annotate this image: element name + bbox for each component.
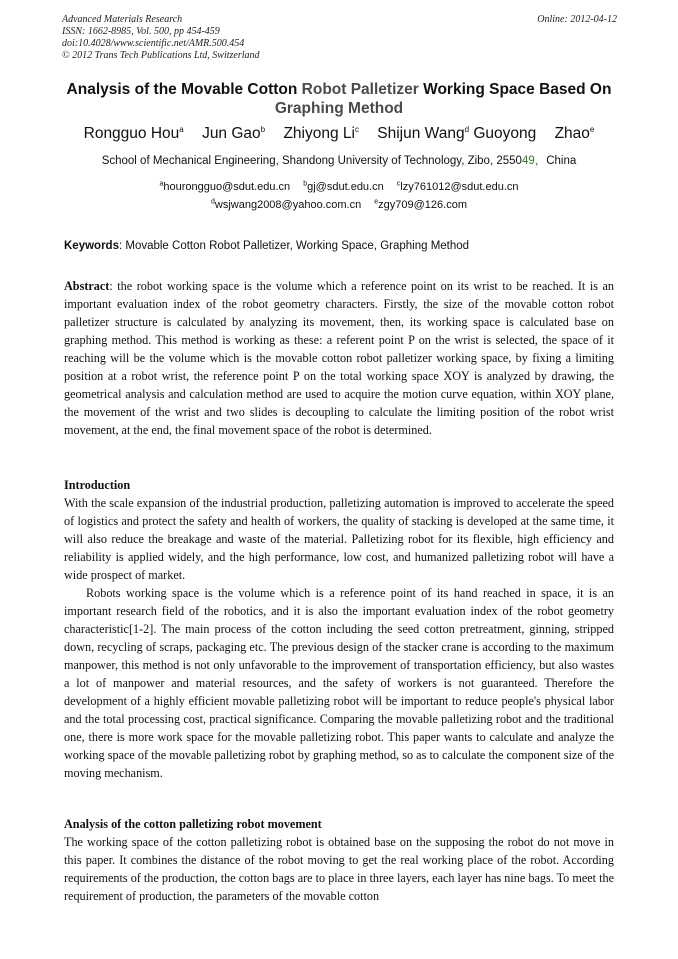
email-address[interactable]: $^e$zgy709@126.com — [374, 198, 467, 211]
author: Guoyong — [473, 125, 537, 142]
keywords — [64, 239, 619, 253]
title-part-3: Working Space Based On — [418, 81, 612, 98]
author: Jun Gao$^b$ — [202, 124, 266, 142]
analysis-section — [64, 815, 614, 905]
journal-header — [62, 14, 617, 62]
title-part-4: Graphing Method — [274, 100, 404, 117]
issn-line: ISSN: 1662-8985, Vol. 500, pp 454-459 — [62, 26, 220, 37]
abstract-label: Abstract — [64, 279, 110, 293]
email-address[interactable]: $^b$gj@sdut.edu.cn — [303, 180, 384, 193]
author: Shijun Wang$^d$ — [377, 124, 470, 142]
title-part-1: Analysis of the Movable Cotton — [66, 81, 302, 98]
title-part-2: Robot Palletizer — [301, 81, 419, 98]
author: Zhiyong Li$^c$ — [283, 124, 359, 142]
paragraph: With the scale expansion of the industrial production, palletizing automation is improved to accelerate the speed of logistics and protect the safety and health of workers, the quality of stacking is developed at the same time, it will also reduce the breakage and waste of the material. Palletizing robot for its flexible, high efficiency and reliability is applied widely, and the high performance, low cost, and humanized palletizing robot will have a wide prospect of market. — [64, 496, 614, 582]
paragraph: Robots working space is the volume which is a reference point of its hand reached in space, it is an important research field of the robotics, and it is also the important evaluation index of the robot geometry characteristic[1-2]. The main process of the cotton including the seed cotton pretreatment, ginning, stripped down, recycling of scraps, packaging etc. The previous design of the stacker crane is according to the maximum manpower, this method is not only unfavorable to the improvement of transportation efficiency, but also wastes a lot of manpower and material resources, and the safety of workers is not guaranteed. Therefore the development of a highly efficient movable palletizing robot will be important to reduce people's physical labor and the total processing cost, practical significance. Comparing the movable palletizing robot and the traditional one, there is more work space for the movable palletizing robot. This paper wants to calculate and analyze the working space of the movable palletizing robot by graphing method, so as to calculate the component size of the moving mechanism. — [64, 586, 614, 780]
copyright-line: © 2012 Trans Tech Publications Ltd, Switzerland — [62, 50, 260, 61]
section-heading: Analysis of the cotton palletizing robot movement — [64, 817, 322, 831]
affiliation: School of Mechanical Engineering, Shandong University of Technology, Zibo, 255049，China — [101, 155, 577, 167]
introduction-section — [64, 476, 614, 782]
author: Zhao$^e$ — [554, 124, 595, 142]
journal-name: Advanced Materials Research — [62, 14, 183, 25]
author-list — [40, 124, 638, 144]
email-address[interactable]: $^c$lzy761012@sdut.edu.cn — [396, 180, 519, 193]
abstract-text: : the robot working space is the volume which a reference point on its wrist to be reached. It is an important evaluation index of the robot geometry characters. Firstly, the size of the movable cotton robot palletizer structure is calculated by analyzing its movement, then, its working space is calculated base on graphing method. This method is working as these: a referent point P on the wrist is selected, the space of it reaching will be the volume which is the movable cotton robot palletizer working space, by fixing a limiting position at a robot wrist, the reference point P on the total working space XOY is analyzed by drawing, the geometrical analysis and calculation method are used to acquire the motion curve equation, within XOY plane, the movement of the wrist and two slides is decoupling to calculate the limiting position of the robot wrist movement, at the end, the final movement space of the robot is determined. — [64, 279, 614, 437]
paper-title — [50, 80, 628, 118]
author: Rongguo Hou$^a$ — [83, 124, 184, 142]
section-heading: Introduction — [64, 478, 131, 492]
online-date: Online: 2012-04-12 — [537, 14, 617, 25]
email-list — [40, 178, 638, 214]
keywords-label: Keywords — [64, 240, 119, 252]
paragraph: The working space of the cotton palletizing robot is obtained base on the supposing the robot do not move in this paper. It combines the distance of the robot moving to get the real working place of the robot. According requirements of the production, the cotton bags are to place in three layers, each layer has nine bags. To meet the requirement of production, the parameters of the movable cotton — [64, 835, 614, 903]
abstract — [64, 277, 614, 439]
doi-line: doi:10.4028/www.scientific.net/AMR.500.454 — [62, 38, 245, 49]
email-address[interactable]: $^a$hourongguo@sdut.edu.cn — [159, 180, 291, 193]
email-address[interactable]: $^d$wsjwang2008@yahoo.com.cn — [210, 198, 362, 211]
keywords-text: : Movable Cotton Robot Palletizer, Working Space, Graphing Method — [118, 240, 470, 252]
